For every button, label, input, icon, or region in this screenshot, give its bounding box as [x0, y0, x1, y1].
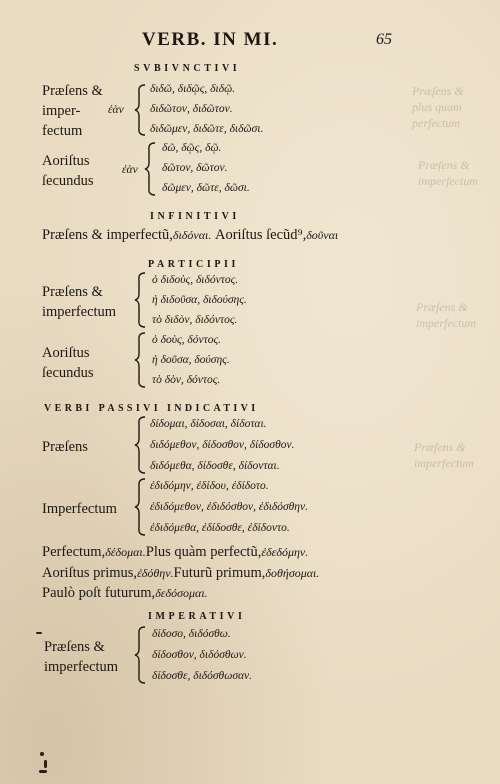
passive-present-form-2: διδόμεθον, δίδοσθον, δίδοσθον. — [150, 439, 295, 451]
future-perfect-label: Paulò poſt futurum, — [42, 585, 156, 601]
subj-aorist-form-2: δῶτον, δῶτον. — [162, 162, 228, 174]
part-aorist-form-3: τὸ δὸν, δόντος. — [152, 374, 221, 386]
bleed-text: Præſens & — [412, 84, 464, 98]
passive-future-perfect-line — [42, 586, 208, 601]
page-number: 65 — [376, 31, 392, 48]
infinitive-present-greek: διδόναι. — [172, 228, 212, 242]
brace — [134, 478, 144, 536]
bleed-text: Præſens & — [418, 158, 470, 172]
section-heading-imperative: IMPERATIVI — [148, 611, 246, 622]
subj-present-form-3: διδῶμεν, διδῶτε, διδῶσι. — [150, 123, 264, 135]
section-heading-participle: PARTICIPII — [148, 259, 240, 270]
brace — [144, 142, 154, 196]
ink-mark — [39, 770, 47, 773]
pluperfect-label: Plus quàm perfectũ, — [145, 544, 262, 560]
running-head: VERB. IN MI. — [142, 29, 279, 50]
passive-imperfect-form-1: ἐδιδόμην, ἐδίδου, ἐδίδοτο. — [150, 480, 269, 492]
passive-imperfect-label: Imperfectum — [42, 501, 117, 517]
infinitive-line — [42, 228, 338, 243]
section-heading-passive: VERBI PASSIVI INDICATIVI — [44, 403, 259, 414]
part-present-form-1: ὁ διδοὺς, διδόντος. — [152, 274, 239, 286]
passive-aorist-line — [42, 566, 319, 581]
label-aorist-1: Aoriſtus — [42, 153, 90, 169]
infinitive-aorist-label: Aoriſtus ſecũd⁹, — [214, 227, 307, 243]
imperative-label-2: imperfectum — [44, 659, 119, 675]
brace — [134, 626, 144, 684]
section-heading-subjunctive: SVBIVNCTIVI — [134, 63, 241, 74]
label-present-1: Præſens & — [42, 83, 103, 99]
bleed-text: Præſens & — [416, 300, 468, 314]
ink-mark — [36, 632, 42, 634]
bleed-text: perfectum — [412, 116, 460, 130]
part-aorist-form-2: ἡ δοῦσα, δούσης. — [152, 354, 230, 366]
subj-present-form-1: διδῶ, διδῷς, διδῷ. — [150, 83, 236, 95]
bleed-text: Præſens & — [414, 440, 466, 454]
part-label-aorist-1: Aoriſtus — [42, 345, 90, 361]
future-perfect-greek: δεδόσομαι. — [155, 586, 208, 600]
pluperfect-greek: ἐδεδόμην. — [261, 545, 309, 559]
passive-imperfect-form-3: ἐδιδόμεθα, ἐδίδοσθε, ἐδίδοντο. — [150, 522, 290, 534]
ink-mark — [44, 760, 47, 768]
perfect-label: Perfectum, — [42, 544, 106, 560]
imperative-label-1: Præſens & — [44, 639, 105, 655]
imperative-form-2: δίδοσθον, διδόσθων. — [152, 649, 247, 661]
part-label-present-2: imperfectum — [42, 304, 117, 320]
brace — [134, 416, 144, 474]
future-label: Futurũ primum, — [173, 565, 266, 581]
brace — [134, 84, 144, 136]
bleed-text: imperfectum — [414, 456, 474, 470]
infinitive-present-label: Præſens & imperfectũ, — [42, 227, 173, 243]
brace — [134, 272, 144, 328]
passive-present-label: Præſens — [42, 439, 88, 455]
ink-mark — [40, 752, 44, 756]
bleed-text: imperfectum — [418, 174, 478, 188]
passive-present-form-1: δίδομαι, δίδοσαι, δίδοται. — [150, 418, 267, 430]
part-aorist-form-1: ὁ δοὺς, δόντος. — [152, 334, 222, 346]
label-aorist-2: ſecundus — [42, 173, 94, 189]
subj-present-form-2: διδῶτον, διδῶτον. — [150, 103, 233, 115]
passive-perfect-line — [42, 545, 308, 560]
infinitive-aorist-greek: δοῦναι — [306, 228, 339, 242]
part-label-aorist-2: ſecundus — [42, 365, 94, 381]
passive-present-form-3: διδόμεθα, δίδοσθε, δίδονται. — [150, 460, 280, 472]
imperative-form-1: δίδοσο, διδόσθω. — [152, 628, 231, 640]
part-present-form-2: ἡ διδοῦσα, διδούσης. — [152, 294, 247, 306]
part-present-form-3: τὸ διδὸν, διδόντος. — [152, 314, 238, 326]
greek-ean: ἐὰν — [108, 104, 124, 116]
passive-imperfect-form-2: ἐδιδόμεθον, ἐδιδόσθον, ἐδιδόσθην. — [150, 501, 308, 513]
aorist-label: Aoriſtus primus, — [42, 565, 138, 581]
brace — [134, 332, 144, 388]
imperative-form-3: δίδοσθε, διδόσθωσαν. — [152, 670, 253, 682]
perfect-greek: δέδομαι. — [105, 545, 146, 559]
subj-aorist-form-1: δῶ, δῷς, δῷ. — [162, 142, 222, 154]
future-greek: δοθήσομαι. — [265, 566, 320, 580]
greek-ean: ἐὰν — [122, 164, 138, 176]
section-heading-infinitive: INFINITIVI — [150, 211, 240, 222]
label-present-3: fectum — [42, 123, 83, 139]
label-present-2: imper- — [42, 103, 81, 119]
aorist-greek: ἐδόθην. — [137, 566, 174, 580]
bleed-text: imperfectum — [416, 316, 476, 330]
part-label-present-1: Præſens & — [42, 284, 103, 300]
bleed-text: plus quam — [412, 100, 462, 114]
subj-aorist-form-3: δῶμεν, δῶτε, δῶσι. — [162, 182, 250, 194]
